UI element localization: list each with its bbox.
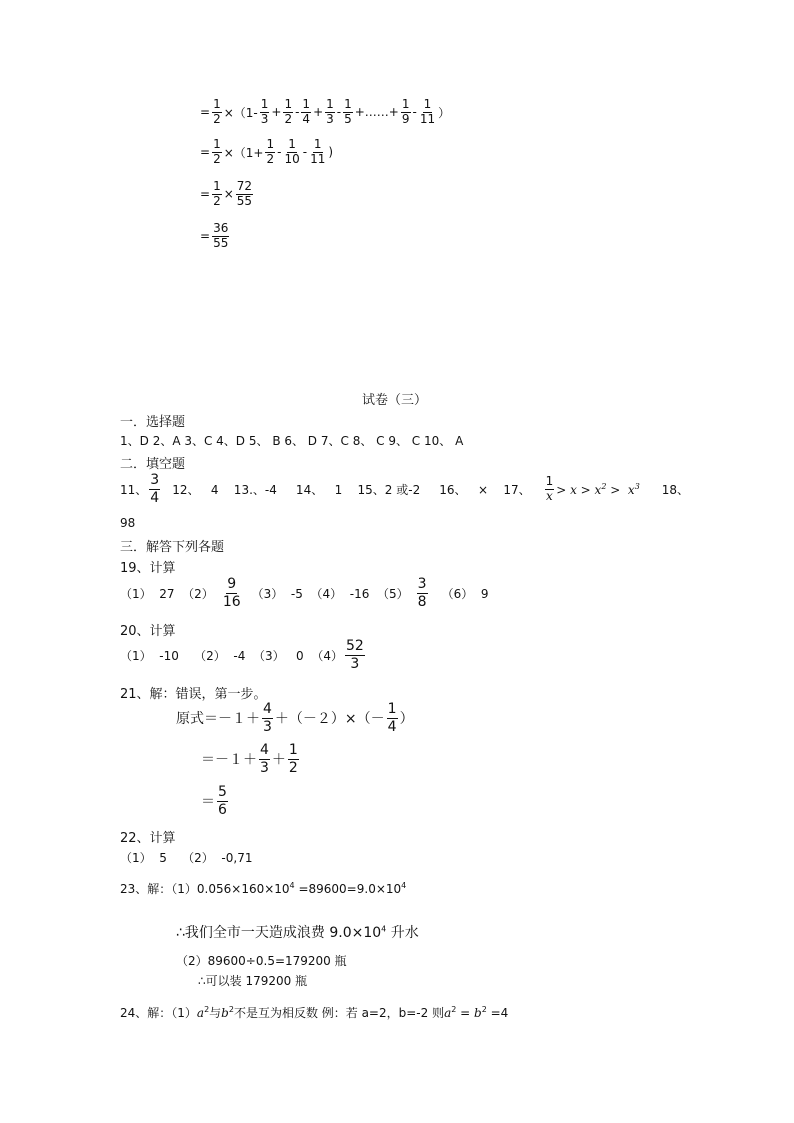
series-operator: - bbox=[336, 105, 342, 120]
series-operator: - bbox=[295, 105, 300, 120]
q19-heading: 19、计算 bbox=[120, 561, 176, 576]
fraction-half: $\frac{1}{2}$ bbox=[213, 137, 221, 166]
series-operator: +……+ bbox=[354, 105, 399, 120]
choice-answers: 1、D 2、A 3、C 4、D 5、 B 6、 D 7、C 8、 C 9、 C 10、 A bbox=[120, 434, 464, 448]
series-fraction: $\frac{1}{11}$ bbox=[419, 97, 436, 126]
series-fraction: $\frac{1}{2}$ bbox=[266, 137, 275, 166]
series-operator: + bbox=[271, 105, 282, 120]
q23-conclusion-1: ∴我们全市一天造成浪费 $9.0\times 10^4$ 升水 bbox=[176, 924, 419, 941]
section-solve-heading: 三．解答下列各题 bbox=[120, 540, 225, 555]
series-fraction: $\frac{1}{2}$ bbox=[284, 97, 293, 126]
fraction-72-55: $\frac{72}{55}$ bbox=[236, 179, 253, 208]
q19-answers: （1） 27 （2） $\frac{9}{16}$ （3） -5 （4） -16 （5） $\frac{3}{8}$ （6） 9 bbox=[120, 576, 489, 610]
series-operator: + bbox=[313, 105, 324, 120]
fill-answers bbox=[120, 472, 689, 507]
q18-label: 18、 bbox=[661, 482, 690, 497]
q22-heading: 22、计算 bbox=[120, 831, 176, 846]
q21-line-3: ＝ $\frac{5}{6}$ bbox=[201, 784, 227, 818]
equals: = bbox=[200, 105, 211, 120]
q24-line: 24、解：$(1)a^2$与$b^2$不是互为相反数 例：若 a=2，b=-2 则$a^2 = b^2 =4$ bbox=[120, 1005, 509, 1020]
equals: = bbox=[200, 229, 211, 244]
calc-line-1 bbox=[200, 98, 450, 127]
q22-answers: （1） 5 （2） -0,71 bbox=[120, 851, 253, 865]
q19-fraction-1: $\frac{9}{16}$ bbox=[222, 576, 241, 610]
series-fraction: $\frac{1}{11}$ bbox=[310, 137, 326, 166]
fraction-half: $\frac{1}{2}$ bbox=[213, 97, 221, 126]
section-fill-heading: 二．填空题 bbox=[120, 457, 186, 472]
series-fraction: $\frac{1}{9}$ bbox=[401, 97, 410, 126]
times-open: ×（1- bbox=[223, 105, 258, 120]
q21-heading: 21、解：错误，第一步。 bbox=[120, 687, 267, 702]
section-choice-heading: 一．选择题 bbox=[120, 415, 186, 430]
q12-q17-answers: 12、 4 13.、-4 14、 1 15、2 或-2 16、 × 17、 bbox=[172, 482, 531, 497]
series-fraction: $\frac{1}{3}$ bbox=[260, 97, 269, 126]
calc-line-3 bbox=[200, 180, 255, 209]
q11-fraction: $\frac{3}{4}$ bbox=[150, 472, 160, 506]
series-operator: - bbox=[412, 105, 417, 120]
calc-line-2 bbox=[200, 138, 333, 167]
series-fraction: $\frac{1}{3}$ bbox=[326, 97, 334, 126]
q17-fraction: $\frac{1}{x}$ bbox=[545, 474, 554, 503]
equals: = bbox=[200, 145, 211, 160]
times-open: ×（1+ bbox=[223, 145, 264, 160]
series-terms bbox=[263, 138, 333, 167]
q23-conclusion-2: ∴可以装 179200 瓶 bbox=[198, 974, 308, 988]
q21-frac-5-6: $\frac{5}{6}$ bbox=[218, 784, 227, 818]
q20-fraction: $\frac{52}{3}$ bbox=[345, 638, 364, 672]
q21-frac-1-4: $\frac{1}{4}$ bbox=[387, 701, 397, 735]
q11-label: 11、 bbox=[120, 482, 148, 497]
q21-frac-4-3: $\frac{4}{3}$ bbox=[263, 701, 272, 735]
series-operator: - bbox=[277, 145, 282, 160]
q20-answers: （1） -10 （2） -4 （3） 0 （4） $\frac{52}{3}$ bbox=[120, 638, 364, 672]
fraction-half: $\frac{1}{2}$ bbox=[213, 179, 221, 208]
times: × bbox=[223, 187, 234, 202]
q18-answer: 98 bbox=[120, 516, 136, 530]
series-terms bbox=[258, 98, 450, 127]
q20-heading: 20、计算 bbox=[120, 624, 176, 639]
q17-expr: > $x > x^2 > x^3$ bbox=[556, 481, 640, 497]
series-operator: ） bbox=[438, 105, 451, 120]
page-title: 试卷（三） bbox=[362, 393, 428, 408]
q21-line-2: ＝－１＋ $\frac{4}{3}$ ＋ $\frac{1}{2}$ bbox=[201, 742, 298, 776]
fraction-36-55: $\frac{36}{55}$ bbox=[213, 221, 229, 250]
q19-fraction-2: $\frac{3}{8}$ bbox=[417, 576, 427, 610]
q21-line-1: 原式＝－１＋ $\frac{4}{3}$ ＋（－２）×（－ $\frac{1}{4}$ ） bbox=[176, 701, 414, 735]
calc-line-4 bbox=[200, 222, 231, 251]
equals: = bbox=[200, 187, 211, 202]
series-operator: ) bbox=[328, 145, 334, 160]
series-fraction: $\frac{1}{5}$ bbox=[344, 97, 352, 126]
q21-frac-4-3: $\frac{4}{3}$ bbox=[260, 742, 269, 776]
q23-line-1: 23、解：$(1)0.056\times 160\times 10^4 =89600=9.0\times 10^4$ bbox=[120, 881, 407, 896]
q21-frac-1-2: $\frac{1}{2}$ bbox=[288, 742, 298, 776]
series-operator: - bbox=[302, 145, 308, 160]
q23-part-2: （2）89600÷0.5=179200 瓶 bbox=[176, 954, 347, 968]
series-fraction: $\frac{1}{4}$ bbox=[302, 97, 311, 126]
series-fraction: $\frac{1}{10}$ bbox=[284, 137, 300, 166]
